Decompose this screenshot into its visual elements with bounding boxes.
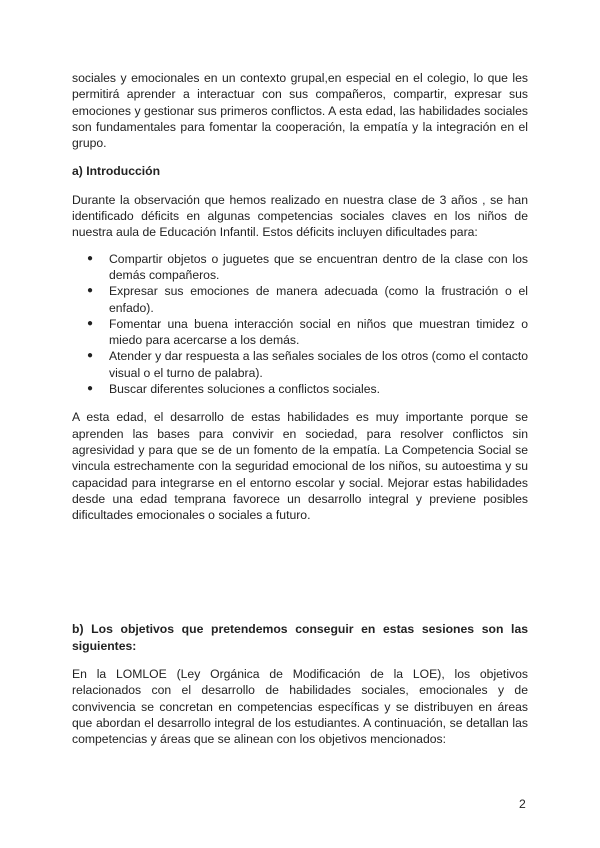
list-item: ● Atender y dar respuesta a las señales sociales de los otros (como el contacto visual o el turno de palabra). [87,349,528,380]
heading-objetivos: b) Los objetivos que pretendemos conseguir en estas sesiones son las siguientes: [72,622,528,653]
deficits-list [72,251,528,398]
paragraph-lomloe: En la LOMLOE (Ley Orgánica de Modificación de la LOE), los objetivos relacionados con el desarrollo de habilidades sociales, emocionales y de convivencia se concretan en competencias específicas y se distribuyen en áreas que abordan el desarrollo integral de los estudiantes. A continuación, se detallan las competencias y áreas que se alinean con los objetivos mencionados: [72,667,528,747]
list-item: ● Expresar sus emociones de manera adecuada (como la frustración o el enfado). [87,284,528,315]
bullet-icon: ● [87,350,94,362]
document-page [72,70,528,748]
page-number: 2 [519,797,526,811]
heading-introduccion: a) Introducción [72,164,161,179]
list-item: ● Compartir objetos o juguetes que se encuentran dentro de la clase con los demás compañeros. [87,251,528,282]
paragraph-importance: A esta edad, el desarrollo de estas habilidades es muy importante porque se aprenden las bases para convivir en sociedad, para resolver conflictos sin agresividad y para que se de un fomento de la empatía. La Competencia Social se vincula estrechamente con la seguridad emocional de los niños, su autoestima y su capacidad para integrarse en el entorno escolar y social. Mejorar estas habilidades desde una edad temprana favorece un desarrollo integral y previene posibles dificultades emocionales o sociales a futuro. [72,410,528,523]
bullet-icon: ● [87,317,94,329]
bullet-icon: ● [87,252,94,264]
bullet-icon: ● [87,383,94,395]
list-item: ● Fomentar una buena interacción social en niños que muestran timidez o miedo para acercarse a los demás. [87,316,528,348]
list-item: ● Buscar diferentes soluciones a conflictos sociales. [87,382,380,397]
paragraph-intro-continuation: sociales y emocionales en un contexto grupal,en especial en el colegio, lo que les permitirá aprender a interactuar con sus compañeros, compartir, expresar sus emociones y gestionar sus primeros conflictos. A esta edad, las habilidades sociales son fundamentales para fomentar la cooperación, la empatía y la integración en el grupo. [72,71,528,151]
paragraph-observation: Durante la observación que hemos realizado en nuestra clase de 3 años , se han identificado déficits en algunas competencias sociales claves en los niños de nuestra aula de Educación Infantil. Estos déficits incluyen dificultades para: [72,192,528,240]
bullet-icon: ● [87,285,94,297]
